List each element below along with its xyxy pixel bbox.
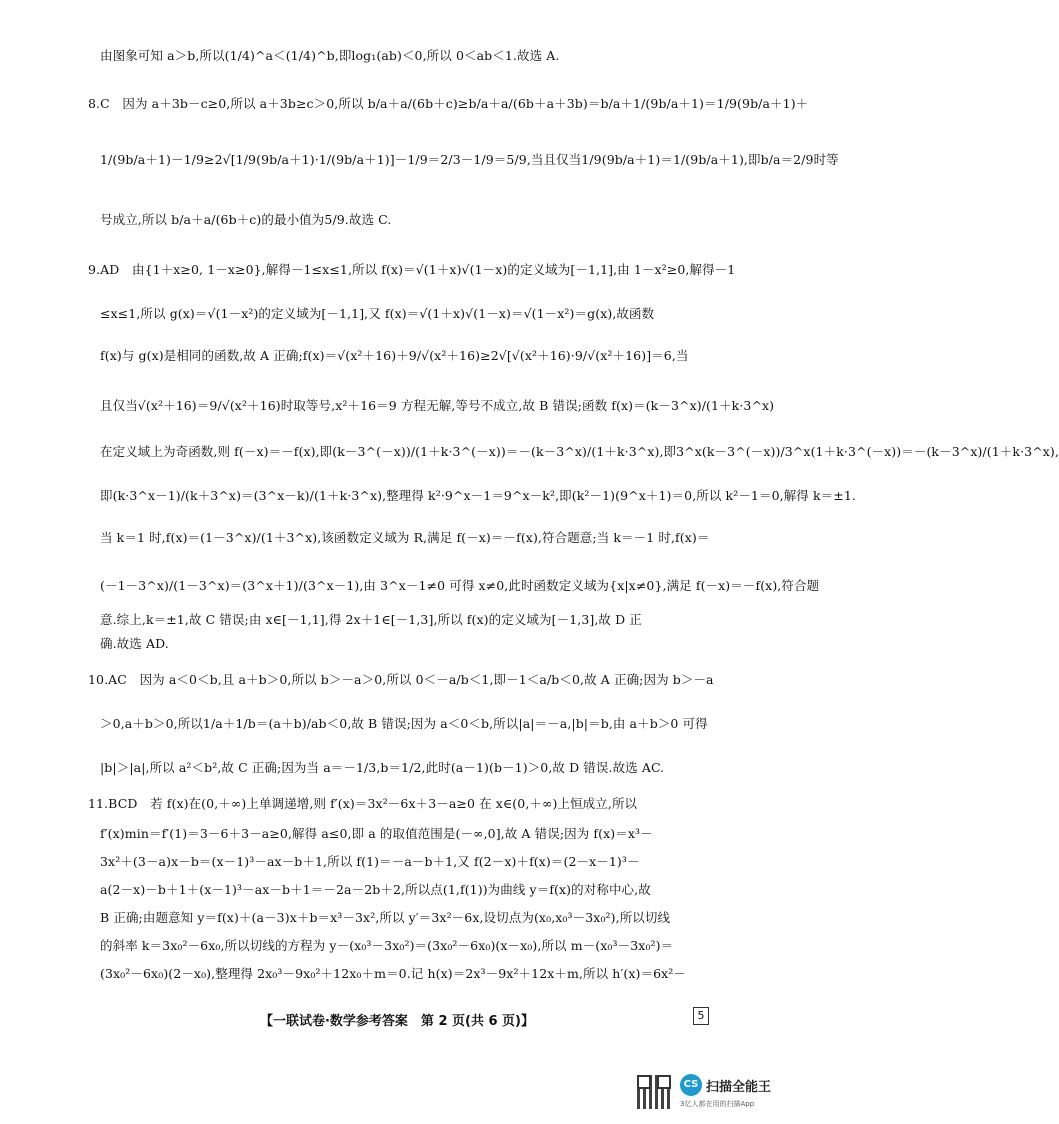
scanner-brand-name: 扫描全能王 [706, 1080, 772, 1095]
text-line: ＞0,a＋b＞0,所以1/a＋1/b＝(a＋b)/ab＜0,故 B 错误;因为 a＜0＜b,所以|a|＝－a,|b|＝b,由 a＋b＞0 可得 [100, 716, 708, 731]
text-line: 且仅当√(x²＋16)＝9/√(x²＋16)时取等号,x²＋16＝9 方程无解,等号不成立,故 B 错误;函数 f(x)＝(k－3^x)/(1＋k·3^x) [100, 398, 775, 413]
qr-code-icon [637, 1075, 671, 1109]
text-line: 当 k＝1 时,f(x)＝(1－3^x)/(1＋3^x),该函数定义域为 R,满足 f(－x)＝－f(x),符合题意;当 k＝－1 时,f(x)＝ [100, 530, 710, 545]
page-footer: 【一联试卷·数学参考答案 第 2 页(共 6 页)】 [259, 1014, 535, 1029]
text-line: 3x²＋(3－a)x－b＝(x－1)³－ax－b＋1,所以 f(1)＝－a－b＋1,又 f(2－x)＋f(x)＝(2－x－1)³－ [100, 854, 640, 869]
camscanner-logo-icon: CS [680, 1074, 702, 1096]
text-line: ≤x≤1,所以 g(x)＝√(1－x²)的定义域为[－1,1],又 f(x)＝√(1＋x)√(1－x)＝√(1－x²)＝g(x),故函数 [100, 306, 655, 321]
text-line: f(x)与 g(x)是相同的函数,故 A 正确;f(x)＝√(x²＋16)＋9/√(x²＋16)≥2√[√(x²＋16)·9/√(x²＋16)]＝6,当 [100, 348, 689, 363]
text-line: a(2－x)－b＋1＋(x－1)³－ax－b＋1＝－2a－2b＋2,所以点(1,f(1))为曲线 y＝f(x)的对称中心,故 [100, 882, 651, 897]
text-line: (－1－3^x)/(1－3^x)＝(3^x＋1)/(3^x－1),由 3^x－1≠0 可得 x≠0,此时函数定义域为{x|x≠0},满足 f(－x)＝－f(x),符合题 [100, 578, 820, 593]
text-line: 确.故选 AD. [100, 636, 169, 651]
text-line: 意.综上,k＝±1,故 C 错误;由 x∈[－1,1],得 2x＋1∈[－1,3],所以 f(x)的定义域为[－1,3],故 D 正 [100, 612, 642, 627]
text-line: 的斜率 k＝3x₀²－6x₀,所以切线的方程为 y－(x₀³－3x₀²)＝(3x₀²－6x₀)(x－x₀),所以 m－(x₀³－3x₀²)＝ [100, 938, 674, 953]
text-line: |b|＞|a|,所以 a²＜b²,故 C 正确;因为当 a＝－1/3,b＝1/2,此时(a－1)(b－1)＞0,故 D 错误.故选 AC. [100, 760, 665, 775]
text-line: 11.BCD 若 f(x)在(0,＋∞)上单调递增,则 f′(x)＝3x²－6x＋3－a≥0 在 x∈(0,＋∞)上恒成立,所以 [88, 796, 638, 811]
text-line: f′(x)min＝f′(1)＝3－6＋3－a≥0,解得 a≤0,即 a 的取值范围是(－∞,0],故 A 错误;因为 f(x)＝x³－ [100, 826, 653, 841]
text-line: (3x₀²－6x₀)(2－x₀),整理得 2x₀³－9x₀²＋12x₀＋m＝0.记 h(x)＝2x³－9x²＋12x＋m,所以 h′(x)＝6x²－ [100, 966, 687, 981]
text-line: 由图象可知 a＞b,所以(1/4)^a＜(1/4)^b,即log₁(ab)＜0,所以 0＜ab＜1.故选 A. [100, 48, 560, 63]
text-line: 即(k·3^x－1)/(k＋3^x)＝(3^x－k)/(1＋k·3^x),整理得 k²·9^x－1＝9^x－k²,即(k²－1)(9^x＋1)＝0,所以 k²－1＝0,解得 k＝±1. [100, 488, 856, 503]
text-line: 号成立,所以 b/a＋a/(6b＋c)的最小值为5/9.故选 C. [100, 212, 392, 227]
text-line: 1/(9b/a＋1)－1/9≥2√[1/9(9b/a＋1)·1/(9b/a＋1)]－1/9＝2/3－1/9＝5/9,当且仅当1/9(9b/a＋1)＝1/(9b/a＋1),即b/a＝2/9时等 [100, 152, 839, 167]
text-line: B 正确;由题意知 y＝f(x)＋(a－3)x＋b＝x³－3x²,所以 y′＝3x²－6x,设切点为(x₀,x₀³－3x₀²),所以切线 [100, 910, 671, 925]
scanner-tagline: 3亿人都在用的扫描App [680, 1100, 755, 1108]
page-number-badge: 5 [693, 1007, 709, 1025]
text-line: 10.AC 因为 a＜0＜b,且 a＋b＞0,所以 b＞－a＞0,所以 0＜－a/b＜1,即－1＜a/b＜0,故 A 正确;因为 b＞－a [88, 672, 714, 687]
text-line: 8.C 因为 a＋3b－c≥0,所以 a＋3b≥c＞0,所以 b/a＋a/(6b＋c)≥b/a＋a/(6b＋a＋3b)＝b/a＋1/(9b/a＋1)＝1/9(9b/a＋1)＋ [88, 96, 809, 111]
text-line: 9.AD 由{1＋x≥0, 1－x≥0},解得－1≤x≤1,所以 f(x)＝√(1＋x)√(1－x)的定义域为[－1,1],由 1－x²≥0,解得－1 [88, 262, 736, 277]
text-line: 在定义域上为奇函数,则 f(－x)＝－f(x),即(k－3^(－x))/(1＋k·3^(－x))＝－(k－3^x)/(1＋k·3^x),即3^x(k－3^(－x))/3^x(1＋k·3^(－x))＝－(k－3^x)/(1＋k·3^x), [100, 444, 1059, 459]
